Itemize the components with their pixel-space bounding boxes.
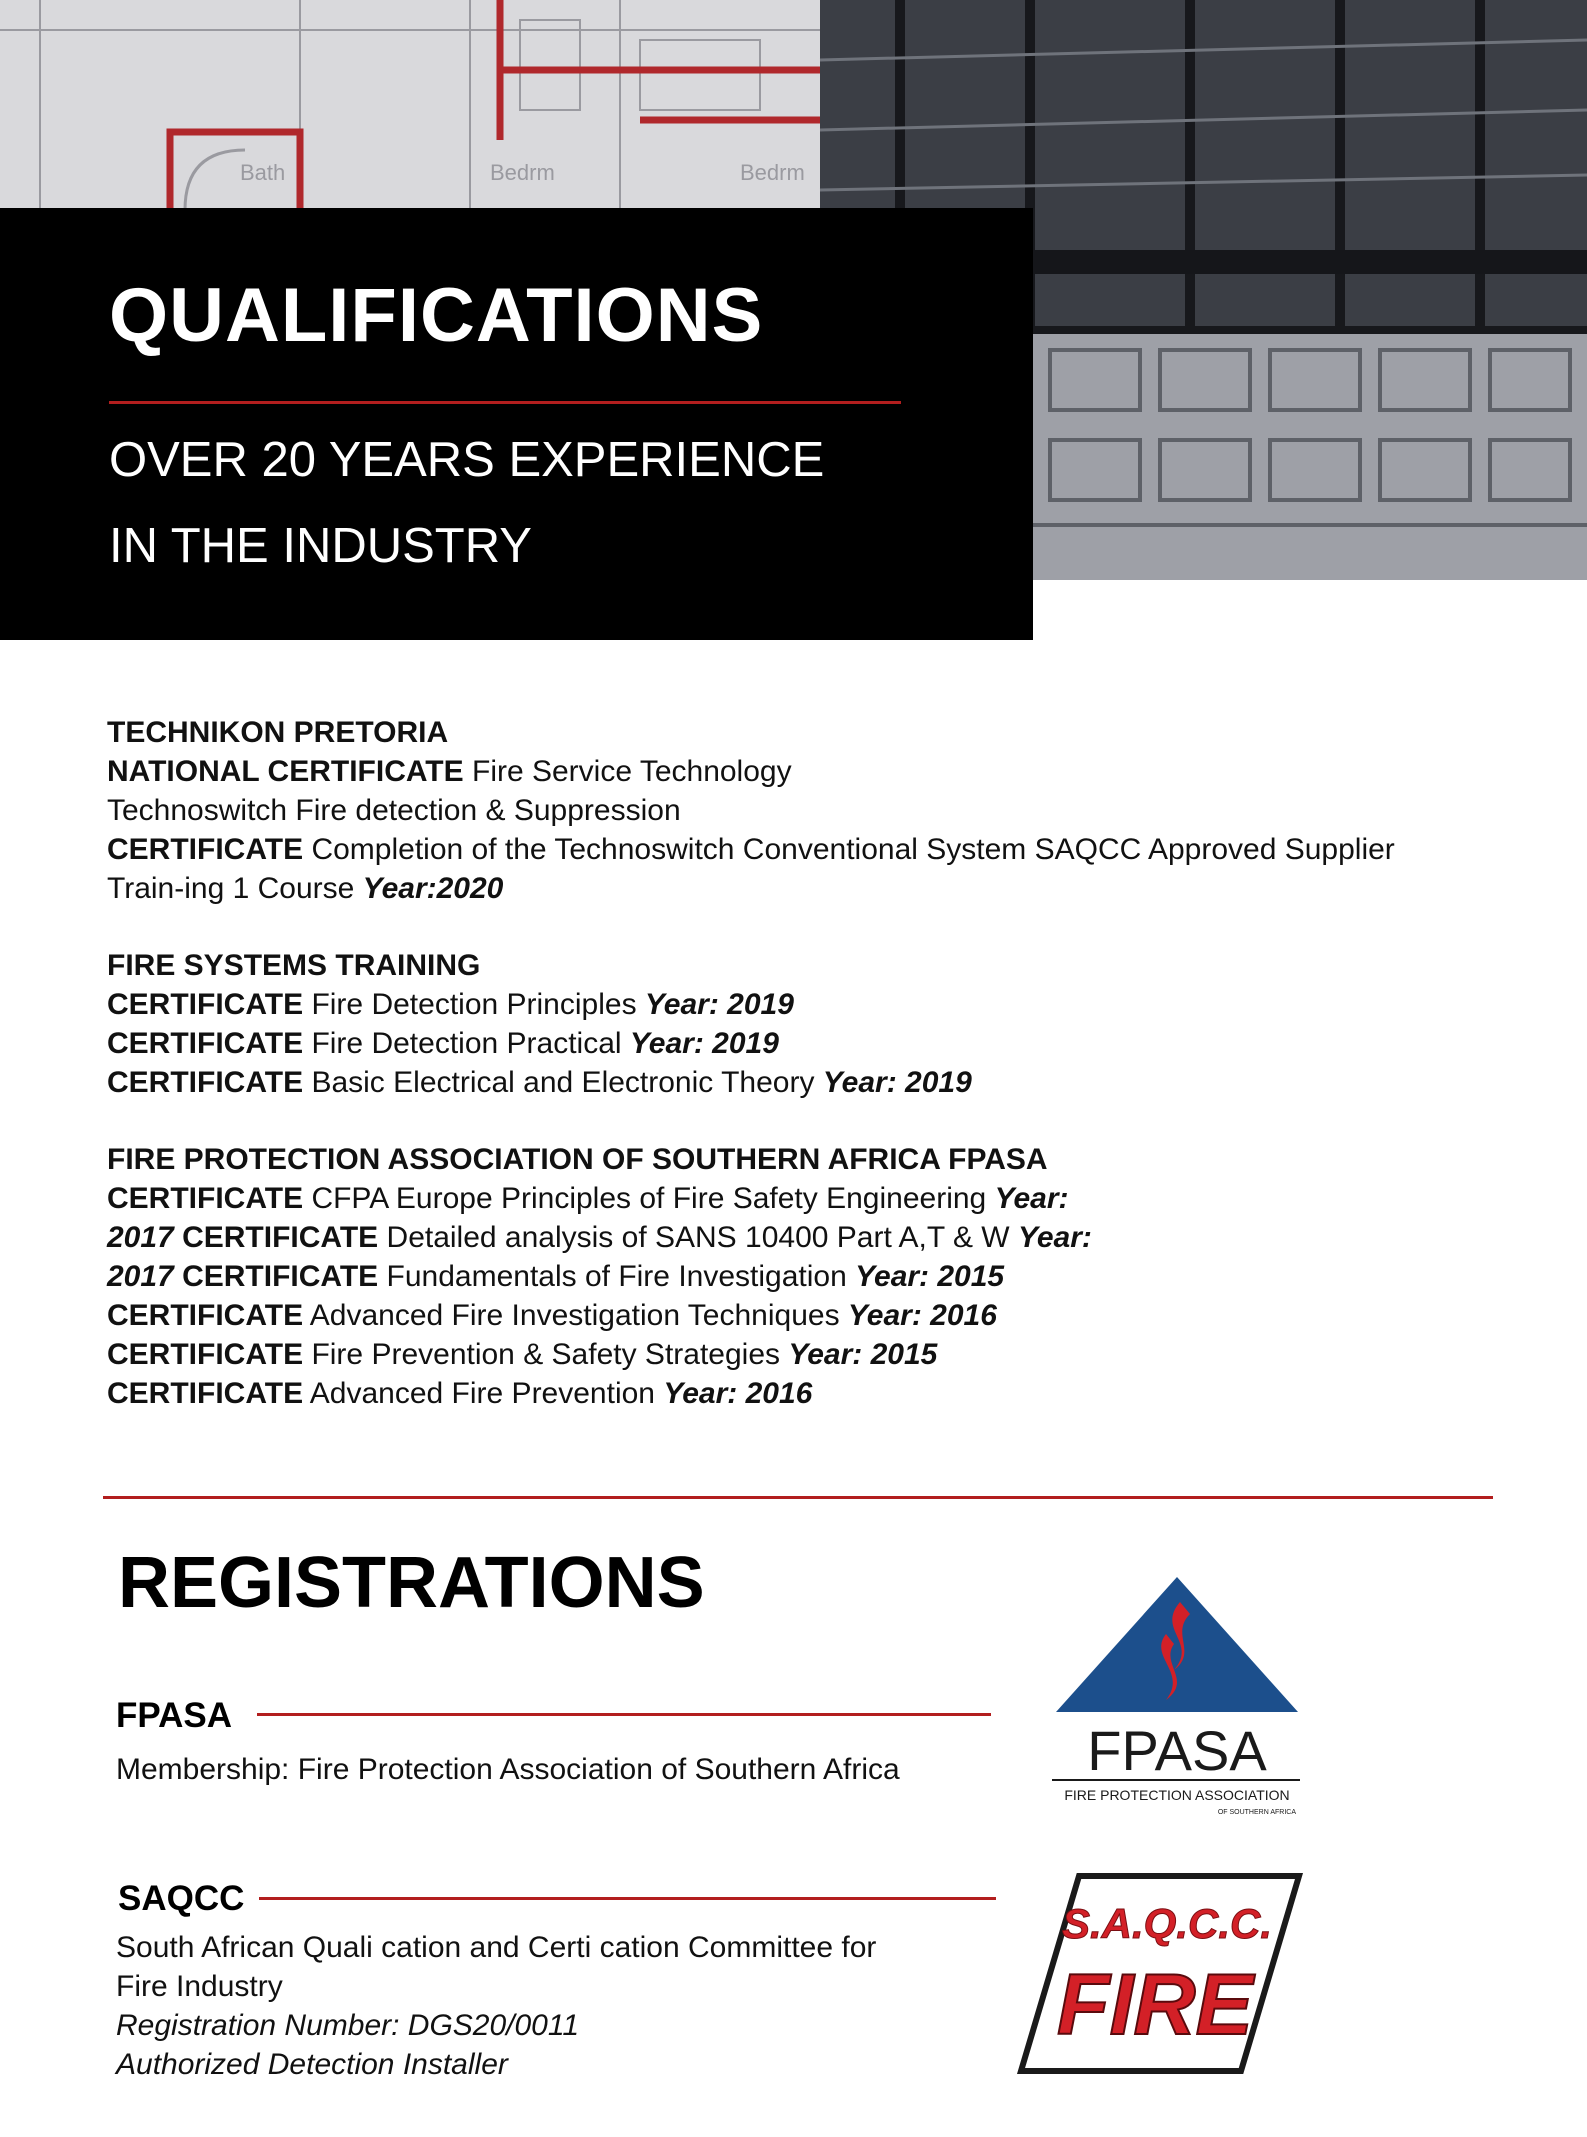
qualification-text: Fire Detection Principles <box>303 988 645 1021</box>
qualification-line <box>107 791 1507 830</box>
qualification-text: Detailed analysis of SANS 10400 Part A,T & W <box>378 1221 1018 1254</box>
qualification-text: Fire Detection Practical <box>303 1027 630 1060</box>
saqcc-heading: SAQCC <box>118 1879 245 1918</box>
qualification-text: Technoswitch Fire detection & Suppression <box>107 794 681 827</box>
fpasa-logo-wordmark: FPASA <box>1087 1719 1267 1782</box>
year-label: Year: 2019 <box>644 988 794 1021</box>
year-label: Year: 2016 <box>847 1299 997 1332</box>
qualification-group <box>107 946 1507 1102</box>
qualification-line <box>107 1335 1507 1374</box>
certificate-label: CERTIFICATE <box>107 1338 304 1371</box>
saqcc-divider <box>259 1897 996 1900</box>
institution-heading: FIRE SYSTEMS TRAINING <box>107 949 481 982</box>
qualification-text: Train-ing 1 Course <box>107 872 363 905</box>
year-label: Year: 2019 <box>822 1066 972 1099</box>
saqcc-logo-bottom: FIRE <box>1057 1957 1253 2053</box>
saqcc-logo-top: S.A.Q.C.C. <box>1061 1900 1273 1947</box>
subtitle-line-1: OVER 20 YEARS EXPERIENCE <box>109 433 825 487</box>
certificate-label: CERTIFICATE <box>107 988 304 1021</box>
qualification-line <box>107 1218 1507 1257</box>
saqcc-description <box>116 1928 876 2084</box>
year-label: Year:2020 <box>362 872 504 905</box>
photo-label-bedrm-2: Bedrm <box>740 160 805 185</box>
qualification-group <box>107 1140 1507 1413</box>
year-label: 2017 <box>107 1221 174 1254</box>
qualification-text: Advanced Fire Investigation Techniques <box>303 1299 848 1332</box>
qualification-line <box>107 1063 1507 1102</box>
qualification-line <box>107 1024 1507 1063</box>
qualification-group <box>107 713 1507 908</box>
institution-heading: FIRE PROTECTION ASSOCIATION OF SOUTHERN AFRICA FPASA <box>107 1143 1048 1176</box>
certificate-label: CERTIFICATE <box>173 1221 379 1254</box>
qualification-text: Fire Service Technology <box>463 755 792 788</box>
qualification-line <box>107 830 1507 869</box>
year-label: Year: 2019 <box>629 1027 779 1060</box>
year-label: Year: 2015 <box>788 1338 938 1371</box>
subtitle-line-2: IN THE INDUSTRY <box>109 519 532 573</box>
fpasa-heading: FPASA <box>116 1696 233 1735</box>
certificate-label: NATIONAL CERTIFICATE <box>107 755 464 788</box>
qualification-line <box>107 1257 1507 1296</box>
fpasa-divider <box>257 1713 991 1716</box>
certificate-label: CERTIFICATE <box>107 1027 304 1060</box>
photo-label-bath: Bath <box>240 160 286 185</box>
qualification-text: Advanced Fire Prevention <box>303 1377 664 1410</box>
fpasa-logo-line-1: FIRE PROTECTION ASSOCIATION <box>1064 1787 1290 1803</box>
qualification-line <box>107 1179 1507 1218</box>
year-label: Year: <box>994 1182 1069 1215</box>
certificate-label: CERTIFICATE <box>107 1182 304 1215</box>
year-label: Year: 2016 <box>663 1377 813 1410</box>
qualification-text: Completion of the Technoswitch Conventional System SAQCC Approved Supplier <box>303 833 1395 866</box>
certificate-label: CERTIFICATE <box>107 1299 304 1332</box>
institution-heading: TECHNIKON PRETORIA <box>107 716 449 749</box>
year-label: Year: 2015 <box>855 1260 1005 1293</box>
section-divider <box>103 1496 1493 1499</box>
qualifications-list <box>107 713 1507 1451</box>
fpasa-logo <box>1048 1572 1303 1822</box>
year-label: 2017 <box>107 1260 174 1293</box>
qualification-text: Fire Prevention & Safety Strategies <box>303 1338 789 1371</box>
saqcc-description-line-2: Fire Industry <box>116 1970 283 2003</box>
fpasa-logo-line-2: OF SOUTHERN AFRICA <box>1217 1809 1296 1816</box>
qualification-text: CFPA Europe Principles of Fire Safety Engineering <box>303 1182 995 1215</box>
certificate-label: CERTIFICATE <box>107 1377 304 1410</box>
certificate-label: CERTIFICATE <box>173 1260 379 1293</box>
saqcc-description-line-1: South African Quali cation and Certi cation Committee for <box>116 1931 877 1964</box>
title-divider <box>109 401 901 404</box>
saqcc-fire-logo <box>1015 1866 1305 2081</box>
qualification-text: Fundamentals of Fire Investigation <box>378 1260 856 1293</box>
qualification-line <box>107 869 1507 908</box>
saqcc-registration-number: Registration Number: DGS20/0011 <box>116 2009 580 2042</box>
year-label: Year: <box>1017 1221 1092 1254</box>
qualification-line <box>107 1296 1507 1335</box>
saqcc-role: Authorized Detection Installer <box>116 2048 508 2081</box>
qualification-line <box>107 752 1507 791</box>
fpasa-logo-triangle <box>1056 1577 1298 1712</box>
qualification-text: Basic Electrical and Electronic Theory <box>303 1066 823 1099</box>
qualification-line <box>107 985 1507 1024</box>
certificate-label: CERTIFICATE <box>107 1066 304 1099</box>
page-title: QUALIFICATIONS <box>109 273 764 358</box>
qualification-line <box>107 1374 1507 1413</box>
registrations-title: REGISTRATIONS <box>118 1543 705 1623</box>
photo-label-bedrm-1: Bedrm <box>490 160 555 185</box>
fpasa-description: Membership: Fire Protection Association of Southern Africa <box>116 1753 900 1786</box>
certificate-label: CERTIFICATE <box>107 833 304 866</box>
